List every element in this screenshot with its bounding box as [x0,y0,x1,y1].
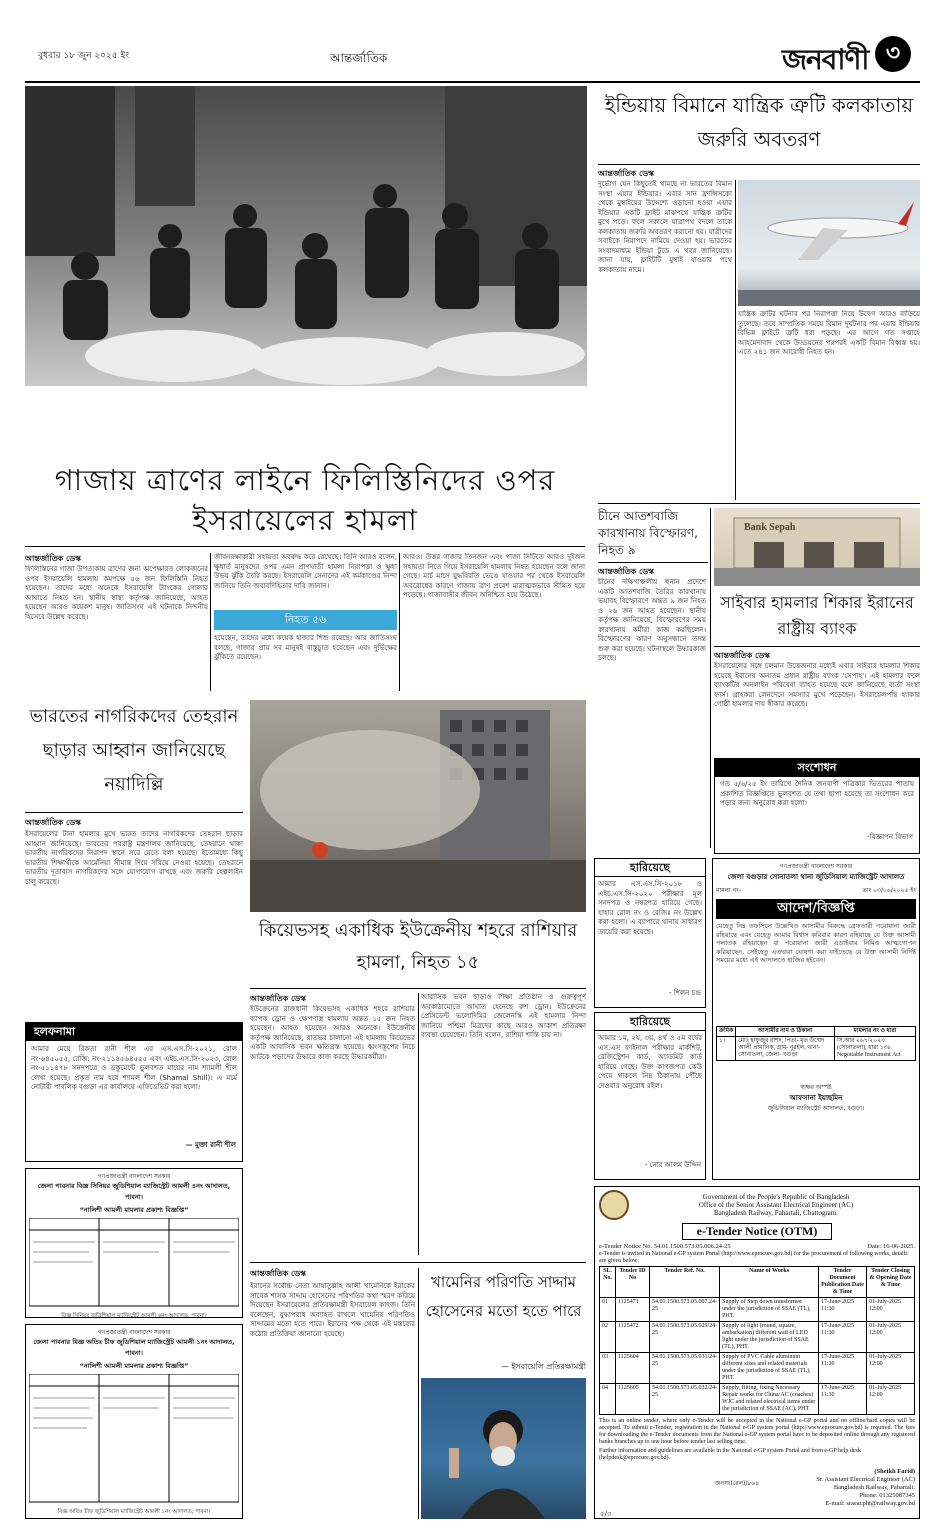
tender-cell: 1125605 [616,1384,650,1415]
footer-ref: ৫/৩ [600,1510,612,1518]
railway-logo-icon [599,1190,629,1220]
affidavit-body: আমার মেয়ে রিকতা রানী শীল এর এস.এস.সি-২০২১, রোল নং-৬৪৫০৫৫, রেজি: নং-২১১৪৫৬৪৫৫৫ এবং এইচ.এস.সি-২০২৩, রোল নং-৫১১৪৭৮ সনদপত্রে ও ডকুমেন্টে ভুলবশত মায়ের নাম শ্যামলী শীল লেখা হয়েছে। প্রকৃত নাম হবে শ্যামল শীল (Shamal Shill)। এ মর্মে নোটারী পাবলিক বগুড়া এর কার্যালয়ে এফিডেভিট করা হলো। [31,1045,237,1091]
court-notice-office: জেলা বগুড়ার সোনাতলা থানা জুডিসিয়াল ম্যাজিস্ট্রেট আদালত [727,873,905,881]
khamenei-col-divider [418,1268,419,1519]
iran-bank-desk: আন্তর্জাতিক ডেস্ক [714,651,770,660]
tender-cell: 54.01.1500.573.05.031/24-25 [650,1353,720,1384]
court-table-header: আসামীর নাম ও ঠিকানা [736,1027,835,1037]
tender-cell: 54.01.1500.573.05.007.24-25 [650,1298,720,1322]
tender-cell: Supply, fitting, fixing Necessary Repair works for China/AC (coaches) WJC and related electrical items under the jurisdiction of SSAE (AC), PHT. [720,1384,819,1415]
tehran-headline-rule [25,812,243,813]
tender-cell: 54.01.1500.573.05.032/24-25 [650,1384,720,1415]
kyiv-headline: কিয়েভসহ একাধিক ইউক্রেনীয় শহরে রাশিয়ার হামলা, নিহত ১৫ [258,920,578,973]
china-desk: আন্তর্জাতিক ডেস্ক [598,567,654,576]
court-notice-memo: মামলা নং- [716,887,741,894]
page-number: ৩ [875,36,911,72]
lost-notice-2 [594,1012,706,1180]
tender-cell: 54.01.1500.573.05.029/24-25 [650,1322,720,1353]
bank-sign: Bank Sepah [744,522,796,533]
bank-building-illustration [714,508,920,586]
govt-ad-2-signer: বিজ্ঞ অতিঃ চীফ জুডিশিয়াল ম্যাজিস্ট্রেট আমলী ১নং আদালত, পাবনা। [57,1509,211,1515]
kyiv-column-1: ইউক্রেনের রাজধানী কিয়েভসহ একাধিক শহরে রাশিয়ার ব্যাপক ড্রোন ও ক্ষেপণাস্ত্র হামলায় অন্তত ১৫ জন নিহত হয়েছেন। আহত হয়েছেন আরও অনেকে। ইউক্রেনীয় কর্তৃপক্ষ জানিয়েছে, রাতভর চালানো এই হামলায় কিয়েভের একটি আবাসিক ভবন ক্ষতিগ্রস্ত হয়েছে। ধ্বংসস্তূপের নিচে আটকে পড়াদের উদ্ধারে কাজ করছে উদ্ধারকর্মীরা। [250,1005,415,1061]
tender-cell: 01-July-2025 12:00 [867,1384,915,1415]
court-notice-gov: গণপ্রজাতন্ত্রী বাংলাদেশ সরকার [779,863,853,870]
table-row [600,1384,915,1415]
tender-signer: (Sheikh Farid) [874,1468,915,1475]
govt-ad-1-signer: বিজ্ঞ সিনিয়র জুডিশিয়াল ম্যাজিস্ট্রেট আমলী ৪নং আদালত, পাবনা। [61,1313,207,1319]
tender-cell: Supply of Step down transformer under the jurisdiction of SSAE (TL), PHT. [720,1298,819,1322]
corrections-box [714,758,920,854]
court-notice [712,858,920,1180]
issue-date: বুধবার ১৮ জুন ২০২৫ ইং [38,51,130,61]
india-body-2: যান্ত্রিক ত্রুটির ঘটনার পর নিরাপত্তা নিয়ে উদ্বেগ আরও বাড়িয়ে তুলেছে। তবে সাম্প্রতিক সময়ে বিমান দুর্ঘটনার পর এয়ার ইন্ডিয়ার বিভিন্ন ফ্লাইটে ত্রুটি ধরা পড়ছে। এর আগে গত সপ্তাহে আহমেদাবাদ থেকে উড্ডয়নের পরপরই একটি বিমান বিধ্বস্ত হয়। এতে ২৪১ জন আরোহী নিহত হন। [738,310,920,356]
tehran-headline: ভারতের নাগরিকদের তেহরান ছাড়ার আহ্বান জানিয়েছে নয়াদিল্লি [29,706,239,795]
tender-cell: 17-June-2025 11:30 [819,1353,867,1384]
govt-ad-1-title: “নালিশী আমলী মামলার প্রকাশ্য বিজ্ঞপ্তি” [79,1206,189,1214]
tender-phone: Phone: 01325087345 [859,1492,915,1499]
tender-cell: 1125472 [616,1322,650,1353]
bank-sepah-photo [714,508,920,586]
govt-ad-2-office: জেলা পাবনার বিজ্ঞ অতিঃ চীফ জুডিশিয়াল ম্যাজিস্ট্রেট আমলী ১নং আদালত, পাবনা। [33,1338,235,1357]
affidavit-title: হলফনামা [26,1023,242,1041]
tender-cell: 01-July-2025 12:00 [867,1353,915,1384]
tender-cell: 17-June-2025 11:30 [819,1298,867,1322]
govt-ad-1 [25,1168,243,1318]
tender-cell: 01-July-2025 12:00 [867,1298,915,1322]
court-table-header: মামলার নং ও ধারা [834,1027,915,1037]
tender-cell: 01-July-2025 12:00 [867,1322,915,1353]
tender-cell: 1125471 [616,1298,650,1322]
khamenei-top-rule [250,1262,586,1263]
tender-signer-place: Bangladesh Railway, Pahartali. [833,1484,915,1491]
kyiv-photo [250,700,586,912]
corrections-title: সংশোধন [715,759,919,777]
gaza-headline: গাজায় ত্রাণের লাইনে ফিলিস্তিনিদের ওপর ইসরায়েলের হামলা [54,463,556,537]
tender-table-header: Name of Works [720,1267,819,1298]
khamenei-column-1: ইরানের সর্বোচ্চ নেতা আয়াতুল্লাহ আলী খামেনিকে ইরাকের সাবেক শাসক সাদ্দাম হোসেনের পরিণতির কথা স্মরণ করিয়ে দিয়েছেন ইসরায়েলের প্রতিরক্ষামন্ত্রী ইসরায়েল কাৎজ। তিনি বলেছেন, যুদ্ধাপরাধ অব্যাহত রাখলে খামেনির পরিণতিও সাদ্দামের মতো হতে পারে। ইরানের পক্ষ থেকে এই মন্তব্যের কঠোর প্রতিক্রিয়া জানানো হয়েছে। [250,1282,415,1338]
gaza-col-divider-2 [399,553,400,691]
gaza-column-2b: হয়েছেন, তাদের মধ্যে কয়েক হাজার শিশু রয়েছে। আর জাতিসংঘ বলছে, গাজার প্রায় সব মানুষই বাস্তুচ্যুত হয়েছেন এবং দুর্ভিক্ষের ঝুঁকিতে রয়েছেন। [214,634,397,661]
court-sign-title: স্বাক্ষর অস্পষ্ট [800,1084,832,1091]
tender-cell: 03 [600,1353,616,1384]
lost-notice-1 [594,858,706,1008]
lost-notice-2-signer: - নোর আলম উদ্দিন [644,1161,701,1169]
lost-notice-1-title: হারিয়েছে [595,859,705,877]
iran-bank-headline: সাইবার হামলার শিকার ইরানের রাষ্ট্রীয় ব্যাংক [720,593,914,638]
india-headline: ইন্ডিয়ায় বিমানে যান্ত্রিক ত্রুটি কলকাতায় জরুরি অবতরণ [604,93,914,151]
tender-cell: 17-June-2025 11:30 [819,1322,867,1353]
kyiv-headline-rule [250,988,586,989]
affidavit-box [25,1022,243,1162]
tender-cell: 1125604 [616,1353,650,1384]
tehran-desk: আন্তর্জাতিক ডেস্ক [25,818,81,827]
corrections-body: গত ৫/৬/২৫ ইং তারিখে দৈনিক জনবাণী পত্রিকার ভিতরের পাতায় প্রকাশিত বিজ্ঞপ্তিতে ভুলবশত যে তথ্য ছাপা হয়েছে তা সংশোধন করে পড়ার জন্য অনুরোধ করা হলো। [720,780,914,807]
table-row [600,1353,915,1384]
page-masthead [0,0,945,88]
tender-notice [594,1186,920,1519]
kyiv-desk: আন্তর্জাতিক ডেস্ক [250,994,306,1003]
tender-cell: 01 [600,1298,616,1322]
table-row [717,1037,916,1061]
china-divider [710,508,711,848]
india-bottom-rule [598,503,920,504]
gaza-column-2: জীবনরক্ষাকারী সহায়তা অবরুদ্ধ করে রেখেছে। তিনি আরও বলেন, ক্ষুধার্ত মানুষদের ওপর এমন প্রাণঘাতী হামলা নিরাপত্তা ও ক্ষুধা উভয় ঝুঁকি তৈরি করছে। ইসরায়েলি সেনাদের এই কর্মকাণ্ডের নিন্দা জানিয়ে তিনি জবাবদিহিতার দাবি জানান। [214,553,397,590]
govt-ad-1-office: জেলা পাবনার বিজ্ঞ সিনিয়র জুডিশিয়াল ম্যাজিস্ট্রেট আমলী ৪নং আদালত, পাবনা। [37,1182,231,1201]
tender-intro: e-Tender is invited in National e-GP system Portal (http://www.eprocure.gov.bd) for the procurement of following works, details are given below: [599,1251,908,1264]
gaza-lead-photo [25,86,587,386]
khamenei-headline: খামেনির পরিণতি সাদ্দাম হোসেনের মতো হতে পারে [425,1273,582,1320]
tender-cell: Supply of light (round, square, ambarkation) different watt of LED light under the jurisdiction of SSAE (TL), PHT. [720,1322,819,1353]
photo-illustration [25,86,587,386]
india-desk: আন্তর্জাতিক ডেস্ক [598,169,654,178]
china-body: চীনের দক্ষিণাঞ্চলীয় হুনান প্রদেশে একটি আতশবাজি তৈরির কারখানায় ভয়াবহ বিস্ফোরণে অন্তত ৯ জন নিহত ও ২৬ জন আহত হয়েছেন। স্থানীয় কর্তৃপক্ষ জানিয়েছে, বিস্ফোরণের সময় কারখানায় কর্মীরা কাজ করছিলেন। বিস্ফোরণের কারণ অনুসন্ধানে তদন্ত শুরু করা হয়েছে। ঘটনাস্থলে উদ্ধারকাজ চলছে। [598,578,706,662]
tender-table-header: Tender ID No [616,1267,650,1298]
govt-ad-2-table-lines [29,1374,239,1504]
china-headline: চীনে আতশবাজি কারখানায় বিস্ফোরণ, নিহত ৯ [598,509,698,557]
court-signer: আফসানা ইয়াছমিন [789,1094,843,1102]
court-table-cell: সি.আর ২৬৭/২০২৩ (সোনাতলা), ধারা ১৩৮ Negotiable Instrument Act [834,1037,915,1061]
tender-cell: Supply of PVC Cable aluminum different sizes and related materials under the jurisdiction of SSAE (TL), PHT. [720,1353,819,1384]
tender-cell: 04 [600,1384,616,1415]
tender-ref: জনসং(রেল)/৮৬৪ [715,1480,760,1487]
table-row [600,1322,915,1353]
gaza-desk: আন্তর্জাতিক ডেস্ক [25,554,81,563]
airplane-photo [738,180,920,306]
lost-notice-2-body: আমার ১ম, ২য়, ৩য়, ৪র্থ ও ৫ম বর্ষের এস.এস ফাইনাল পরীক্ষার মার্কশিট, রেজিস্ট্রেশন কার্ড, অ্যাডমিট কার্ড হারিয়ে গেছে। উক্ত কাগজপত্র কেউ পেয়ে থাকলে নিম্ন ঠিকানায় পৌঁছে দেওয়ার অনুরোধ রইল। [598,1034,702,1090]
lost-notice-1-signer: - শিলন চন্দ্র [669,989,701,997]
tender-cell: 02 [600,1322,616,1353]
tender-email: E-mail: sraeacpht@railway.gov.bd [825,1500,915,1507]
gaza-column-1: ফিলিস্তিনের গাজা উপত্যকায় ত্রাণের জন্য অপেক্ষারত লোকজনের ওপর ইসরায়েলি হামলায় কমপক্ষে ৫৬ জন ফিলিস্তিনি নিহত হয়েছেন। তাদের মধ্যে অনেকে ইসরায়েলি ট্যাংকের গোলার আঘাতে নিহত হন। স্থানীয় স্বাস্থ্য কর্তৃপক্ষ জানিয়েছে, আহত হয়েছেন আরও কয়েকশ মানুষ। জাতিসংঘ এই ঘটনাকে নিন্দনীয় হিসেবে উল্লেখ করেছে। [25,565,208,621]
khamenei-illustration [421,1378,586,1519]
govt-ad-2-gov: গণপ্রজাতন্ত্রী বাংলাদেশ সরকার [97,1329,171,1336]
lost-notice-1-body: আমার এস.এস.সি-২০১৮ ও এইচ.এস.সি-২০২০ পরীক্ষার মূল সনদপত্র ও নম্বরপত্র হারিয়ে গেছে। যাহার রোল নং ও রেজিঃ নং উল্লেখ করা হলো। এ ব্যাপারে থানায় সাধারণ ডায়েরি করা হয়েছে। [598,880,702,936]
tender-office: Office of the Senior Assistant Electrical Engineer (AC) [698,1201,854,1209]
govt-ad-1-gov: গণপ্রজাতন্ত্রী বাংলাদেশ সরকার [97,1173,171,1180]
tender-table-header: Tender Document Publication Date & Time [819,1267,867,1298]
iran-bank-headline-rule [714,646,920,647]
tender-footer-2: Further information and guidelines are available in the National e-GP system Portal and from e-GP help desk (helpdesk@eprocure.gov.bd). [599,1448,861,1461]
tender-place: Bangladesh Railway, Pahartali, Chattogram. [714,1209,838,1217]
tender-title: e-Tender Notice (OTM) [682,1223,832,1240]
tender-table-header: SL. No. [600,1267,616,1298]
corrections-signer: -বিজ্ঞাপন বিভাগ [866,833,913,841]
court-table-cell: ১। [717,1037,736,1061]
tender-table-header: Tender Closing & Opening Date & Time [867,1267,915,1298]
india-col-divider [735,180,736,500]
govt-ad-2-title: “নালিশী আমলী মামলার প্রকাশ্য বিজ্ঞপ্তি” [79,1362,189,1370]
affidavit-signer: — মুক্তা রানী শীল [185,1141,236,1149]
khamenei-desk: আন্তর্জাতিক ডেস্ক [250,1269,306,1278]
govt-ad-1-table-lines [29,1218,239,1308]
tender-gov: Government of the People's Republic of Bangladesh [702,1193,850,1201]
khamenei-byline: — ইসরায়েলি প্রতিরক্ষামন্ত্রী [500,1362,586,1371]
gaza-col-divider-1 [210,553,211,691]
airplane-illustration [738,180,920,306]
tender-cell: 17-June-2025 11:30 [819,1384,867,1415]
tender-table-header: Tender Ref. No. [650,1267,720,1298]
khamenei-photo [421,1378,586,1519]
tender-table [599,1266,915,1415]
india-body: দুর্ভোগ যেন কিছুতেই থামছে না ভারতের বিমান সংস্থা এয়ার ইন্ডিয়ার। এবার সান ফ্রান্সিসকো থেকে মুম্বাইয়ের উদ্দেশ্যে ওড়ানো হওয়া এয়ার ইন্ডিয়ার একটি ফ্লাইট মাঝপথে যান্ত্রিক ত্রুটির মুখে পড়ে। ফলে সকালে যাত্রাপথ বদলে তাকে কলকাতায় জরুরি অবতরণ করানো হয়। যাত্রীদের সবাইকে নিরাপদে নামিয়ে দেওয়া হয়। ভারতের সংবাদমাধ্যম ইন্ডিয়া টুডে এ খবর জানিয়েছে। জানা যায়, ফ্লাইটটি মুম্বাই যাওয়ার পথে কলকাতায় নামে। [598,180,732,274]
iran-bank-body: ইসরায়েলের সঙ্গে চলমান উত্তেজনার মধ্যেই এবার সাইবার হামলার শিকার হয়েছে ইরানের অন্যতম প্রধান রাষ্ট্রীয় ব্যাংক 'সেপাহ'। এই হামলার ফলে ব্যাংকটির অনলাইন পরিষেবা ব্যাহত হয়েছে বলে জানিয়েছে বার্তা সংস্থা ফার্স। গ্রাহকরা লেনদেনে সমস্যার মুখে পড়েছেন। ইসরায়েলপন্থি হ্যাকার গোষ্ঠী হামলার দায় স্বীকার করেছে। [714,662,920,708]
gaza-headline-rule [25,546,585,547]
gaza-column-3: আরও। উত্তর গাজার তিনজন এবং গাজা সিটিতে আরও দুইজন সহায়তা নিতে গিয়ে ইসরায়েলি হামলায় নিহত হয়েছেন বলে জানা গেছে। মার্চ মাসে যুদ্ধবিরতি ভেঙে যাওয়ার পর থেকে ইসরায়েলি অবরোধের কারণে গাজায় ত্রাণ প্রবেশ মারাত্মকভাবে সীমিত হয়ে পড়েছে। গাজাবাসীর জীবন অনিশ্চিত হয়ে উঠেছে। [403,553,585,599]
tender-date: Date: 16-06-2025. [867,1243,915,1250]
section-label: আন্তর্জাতিক [330,51,388,65]
court-sign-office: জুডিসিয়াল ম্যাজিস্ট্রেট আদালত, বগুড়া। [767,1105,865,1112]
govt-ad-2 [25,1324,243,1519]
tender-signer-title: Sr. Assistant Electrical Engineer (AC) [816,1476,915,1483]
tender-footer-1: This is an online tender, where only e-Tender will be accepted in the National e-GP portal and no offline/hard copies will be accepted. To submit e-Tender, registration in the National e-GP system portal (http://www.eprocure.gov.bd) is required. The fees for downloading the e-Tender documents from the National e-GP system portal have to be deposited online through any registered banks branches up to one hour before tender last selling time. [599,1418,915,1445]
kyiv-column-2: আবাসিক ভবন ছাড়াও শিক্ষা প্রতিষ্ঠান ও গুরুত্বপূর্ণ অবকাঠামোতে আঘাত হেনেছে রুশ ড্রোন। ইউক্রেনের প্রেসিডেন্ট ভলোদিমির জেলেনস্কি এই হামলার নিন্দা জানিয়ে পশ্চিমা মিত্রদের কাছে আরও আকাশ প্রতিরক্ষা ব্যবস্থা চেয়েছেন। তিনি বলেন, রাশিয়া শান্তি চায় না। [421,993,586,1039]
lost-notice-2-title: হারিয়েছে [595,1013,705,1031]
india-headline-rule [598,164,920,165]
gaza-subhead: নিহত ৫৬ [214,610,397,630]
masthead-rule [25,81,920,83]
china-headline-rule [598,562,708,563]
tehran-body: ইসরায়েলের টানা হামলার মুখে ভারত তাদের নাগরিকদের তেহরান ছাড়ার আহ্বান জানিয়েছে। ভারতের পররাষ্ট্র মন্ত্রণালয় জানিয়েছে, তেহরানে থাকা ভারতীয় নাগরিকদের নিরাপদ স্থানে সরে যেতে বলা হয়েছে। ইতোমধ্যে কিছু ভারতীয় শিক্ষার্থীকে আর্মেনিয়া সীমান্ত দিয়ে সরিয়ে নেওয়া হয়েছে। তেহরানে ভারতীয় দূতাবাস নাগরিকদের সঙ্গে যোগাযোগ রাখছে এবং জরুরি হেল্পলাইন চালু করেছে। [25,830,243,886]
newspaper-logo: জনবাণী [782,43,869,76]
tender-notice-no: e-Tender Notice No. 54.01.1500.573.05.006.24-25 [599,1243,731,1250]
table-row [600,1298,915,1322]
court-notice-title: আদেশ/বিজ্ঞপ্তি [716,899,916,919]
kyiv-col-divider [418,993,419,1255]
court-table-cell: মোঃ হাফুজুর রশিদ, পিতা- মৃত উম্মেদ আলী প্রামানিক, গ্রাম- নুরইল, থানা- সোনাতলা, জেলা- বগুড়া [736,1037,835,1061]
court-notice-table [716,1026,916,1061]
court-notice-body: যেহেতু নিম্ন তফসিলে উল্লেখিত আসামীর বিরুদ্ধে গ্রেফতারী পরোয়ানা জারী রহিয়াছে এবং যেহেতু আমার বিশ্বাস করিবার কারণ রহিয়াছে যে উক্ত আসামী পলাতক রহিয়াছেন বা পরোয়ানা জারী এড়াইবার নিমিত্ত আত্মগোপন করিয়াছেন, সেইহেতু এতদ্বারা ঘোষণা করা যাইতেছে যে উক্ত আসামী নির্দিষ্ট সময়ের মধ্যে এই আদালতে হাজির হইবেন। [716,922,916,964]
kyiv-illustration [250,700,586,912]
court-notice-date: তাং ০৩/০৬/২০২৫ ইং [862,887,916,894]
court-table-header: ক্রমিক [717,1027,736,1037]
